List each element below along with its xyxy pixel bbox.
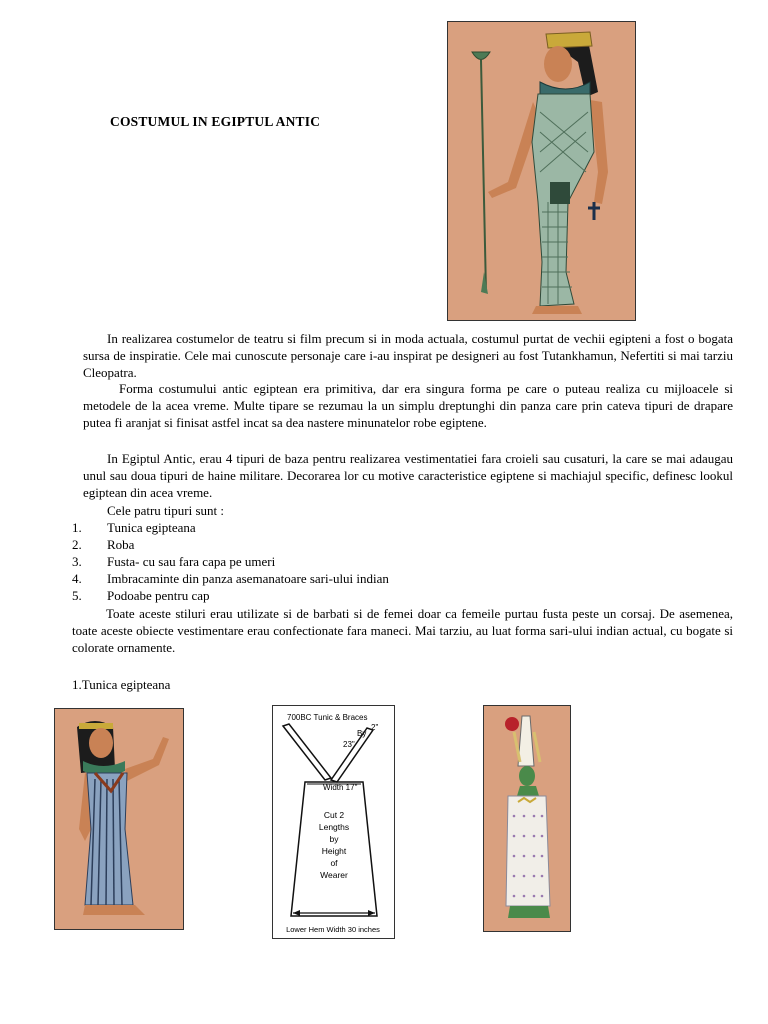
egyptian-woman-illustration bbox=[447, 21, 636, 321]
list-item: 1. Tunica egipteana bbox=[72, 520, 196, 535]
diagram-cut-line: by bbox=[329, 834, 339, 844]
tunic-pattern-diagram bbox=[272, 705, 395, 939]
diagram-cut-line: Wearer bbox=[320, 870, 348, 880]
page-title: COSTUMUL IN EGIPTUL ANTIC bbox=[110, 114, 321, 129]
diagram-cut-line: Height bbox=[321, 846, 347, 856]
diagram-hem: Lower Hem Width 30 inches bbox=[286, 925, 380, 934]
paragraph-list-intro: Cele patru tipuri sunt : bbox=[107, 503, 224, 518]
list-item: 2. Roba bbox=[72, 537, 135, 552]
types-list bbox=[72, 519, 389, 604]
diagram-by: By bbox=[357, 729, 367, 738]
paragraph-types: In Egiptul Antic, erau 4 tipuri de baza pentru realizarea vestimentatiei fara croieli sau cusaturi, la care se mai adaugau unul sau doua tipuri de haine militare. Decorarea lor cu motive caracteristice egiptene si machiajul specific, definesc lookul egiptean din acea vreme. bbox=[83, 451, 733, 500]
diagram-strap-length: 23" bbox=[343, 740, 355, 749]
diagram-cut-line: Lengths bbox=[318, 822, 350, 832]
paragraph-form: Forma costumului antic egiptean era primitiva, dar era singura forma pe care o puteau realiza cu mijloacele si metodele de la acea vreme. Multe tipare se rezumau la un simplu dreptunghi din panza care prin cateva tipuri de drapare putea fi aranjat si finisat astfel incat sa dea nastere minunatelor robe egiptene. bbox=[83, 381, 733, 430]
list-item: 4. Imbracaminte din panza asemanatoare sari-ului indian bbox=[72, 571, 389, 586]
section-heading: 1.Tunica egipteana bbox=[72, 677, 171, 692]
paragraph-intro: In realizarea costumelor de teatru si film precum si in moda actuala, costumul purtat de vechii egipteni a fost o bogata sursa de inspiratie. Cele mai cunoscute personaje care i-au inspirat pe designeri au fost Tutankhamun, Nefertiti si mai tarziu Cleopatra. bbox=[83, 331, 733, 380]
diagram-by-num: 2" bbox=[371, 723, 379, 732]
osiris-illustration bbox=[483, 705, 571, 932]
tunic-woman-illustration bbox=[54, 708, 184, 930]
list-item: 5. Podoabe pentru cap bbox=[72, 588, 210, 603]
list-item: 3. Fusta- cu sau fara capa pe umeri bbox=[72, 554, 276, 569]
diagram-cut-line: of bbox=[330, 858, 338, 868]
paragraph-styles: Toate aceste stiluri erau utilizate si de barbati si de femei doar ca femeile purtau fusta peste un corsaj. De asemenea, toate aceste obiecte vestimentare erau confectionate fara maneci. Mai tarziu, au luat forma sari-ului indian actual, cu bogate si colorate ornamente. bbox=[72, 606, 733, 655]
diagram-title: 700BC Tunic & Braces bbox=[287, 713, 368, 722]
diagram-width: Width 17" bbox=[323, 783, 358, 792]
diagram-cut-line: Cut 2 bbox=[323, 810, 345, 820]
